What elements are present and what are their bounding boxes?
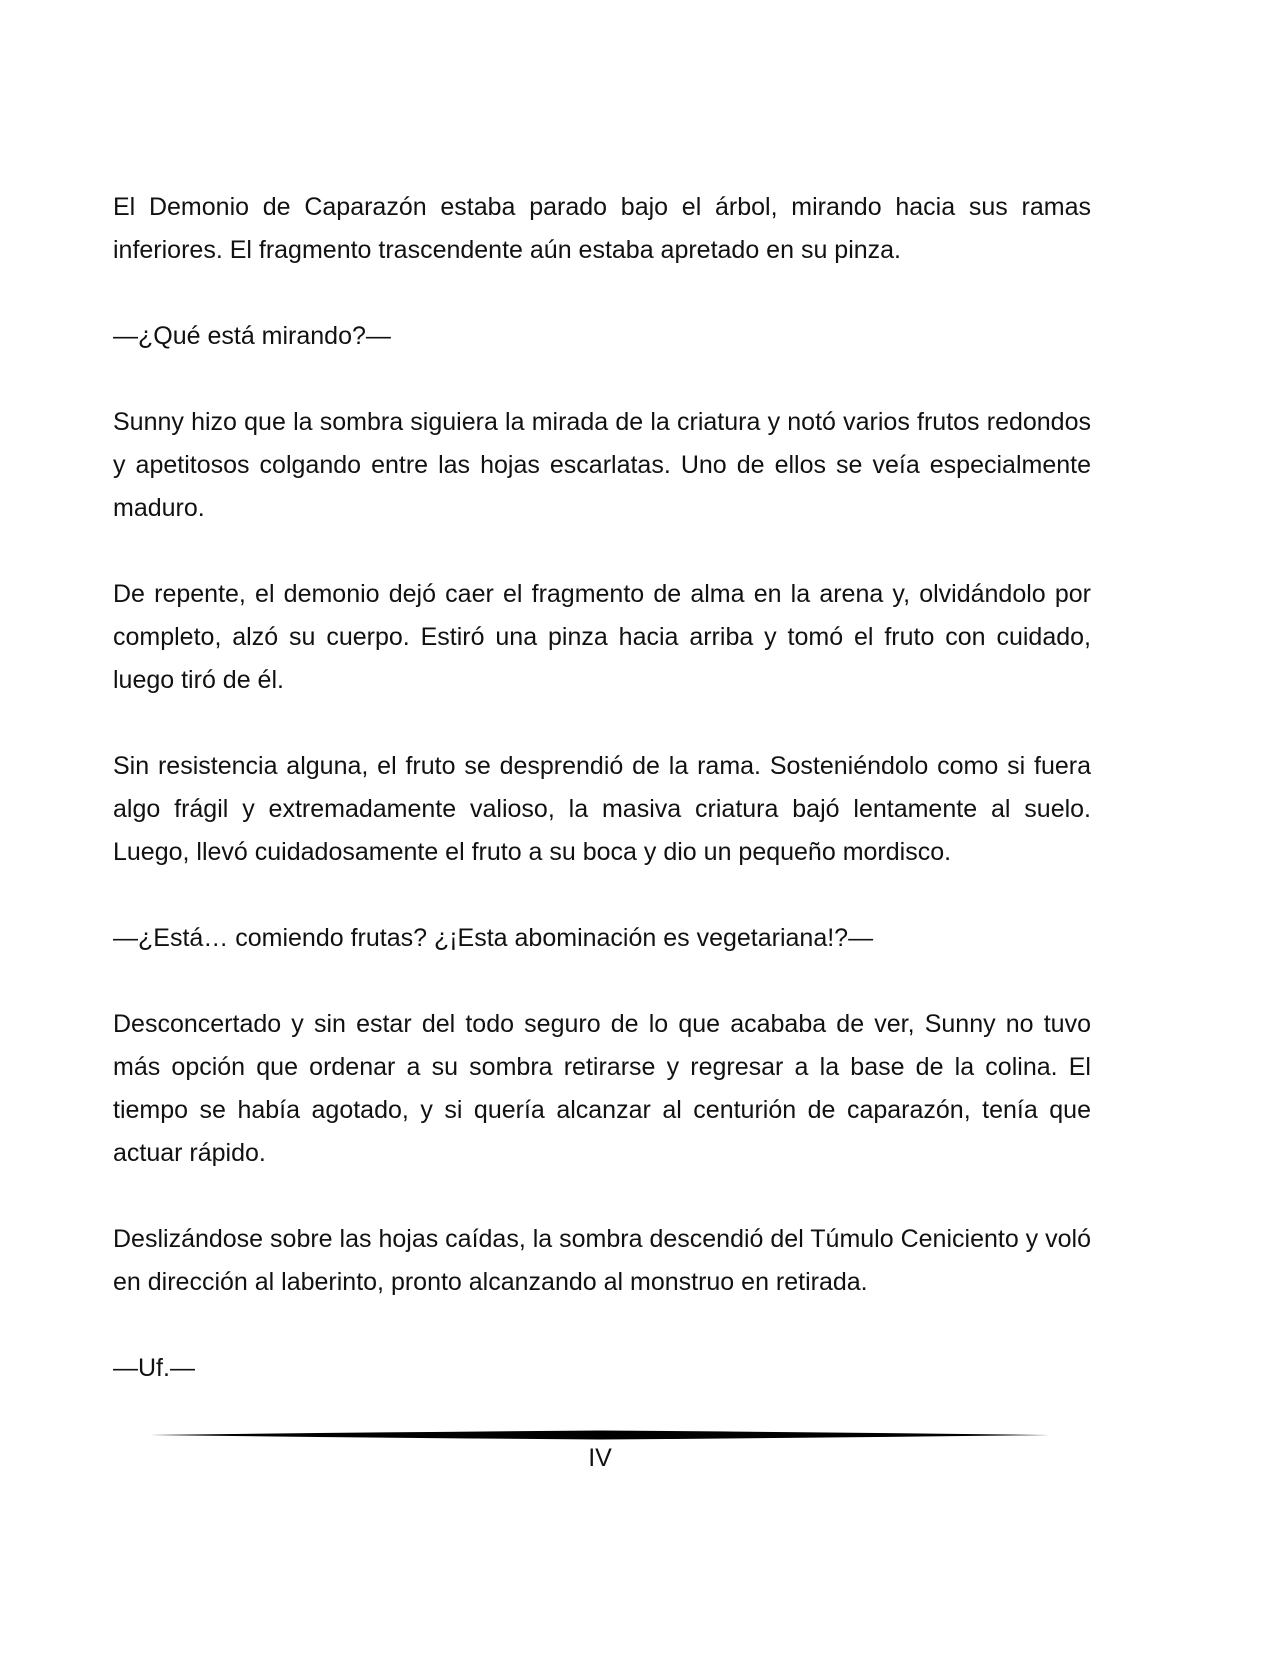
paragraph-5: Sin resistencia alguna, el fruto se desprendió de la rama. Sosteniéndolo como si fuera algo frágil y extremadamente valioso, la masiva criatura bajó lentamente al suelo. Luego, llevó cuidadosamente el fruto a su boca y dio un pequeño mordisco. [113, 752, 1091, 866]
divider-swash [150, 1431, 1050, 1440]
footer-divider [150, 1428, 1050, 1442]
dialogue-que-esta-mirando: —¿Qué está mirando?— [113, 322, 391, 350]
paragraph-1: El Demonio de Caparazón estaba parado bajo el árbol, mirando hacia sus ramas inferiores. El fragmento trascendente aún estaba apretado en su pinza. [113, 193, 1091, 264]
dialogue-comiendo-frutas: —¿Está… comiendo frutas? ¿¡Esta abominación es vegetariana!?— [113, 924, 874, 952]
paragraph-4: De repente, el demonio dejó caer el fragmento de alma en la arena y, olvidándolo por completo, alzó su cuerpo. Estiró una pinza hacia arriba y tomó el fruto con cuidado, luego tiró de él. [113, 580, 1091, 694]
chapter-text [113, 186, 1091, 1433]
page-number: IV [588, 1444, 612, 1472]
dialogue-uf: —Uf.— [113, 1354, 195, 1382]
paragraph-8: Deslizándose sobre las hojas caídas, la sombra descendió del Túmulo Ceniciento y voló en dirección al laberinto, pronto alcanzando al monstruo en retirada. [113, 1225, 1091, 1296]
paragraph-3: Sunny hizo que la sombra siguiera la mirada de la criatura y notó varios frutos redondos y apetitosos colgando entre las hojas escarlatas. Uno de ellos se veía especialmente maduro. [113, 408, 1091, 522]
paragraph-7: Desconcertado y sin estar del todo seguro de lo que acababa de ver, Sunny no tuvo más opción que ordenar a su sombra retirarse y regresar a la base de la colina. El tiempo se había agotado, y si quería alcanzar al centurión de caparazón, tenía que actuar rápido. [113, 1010, 1091, 1167]
